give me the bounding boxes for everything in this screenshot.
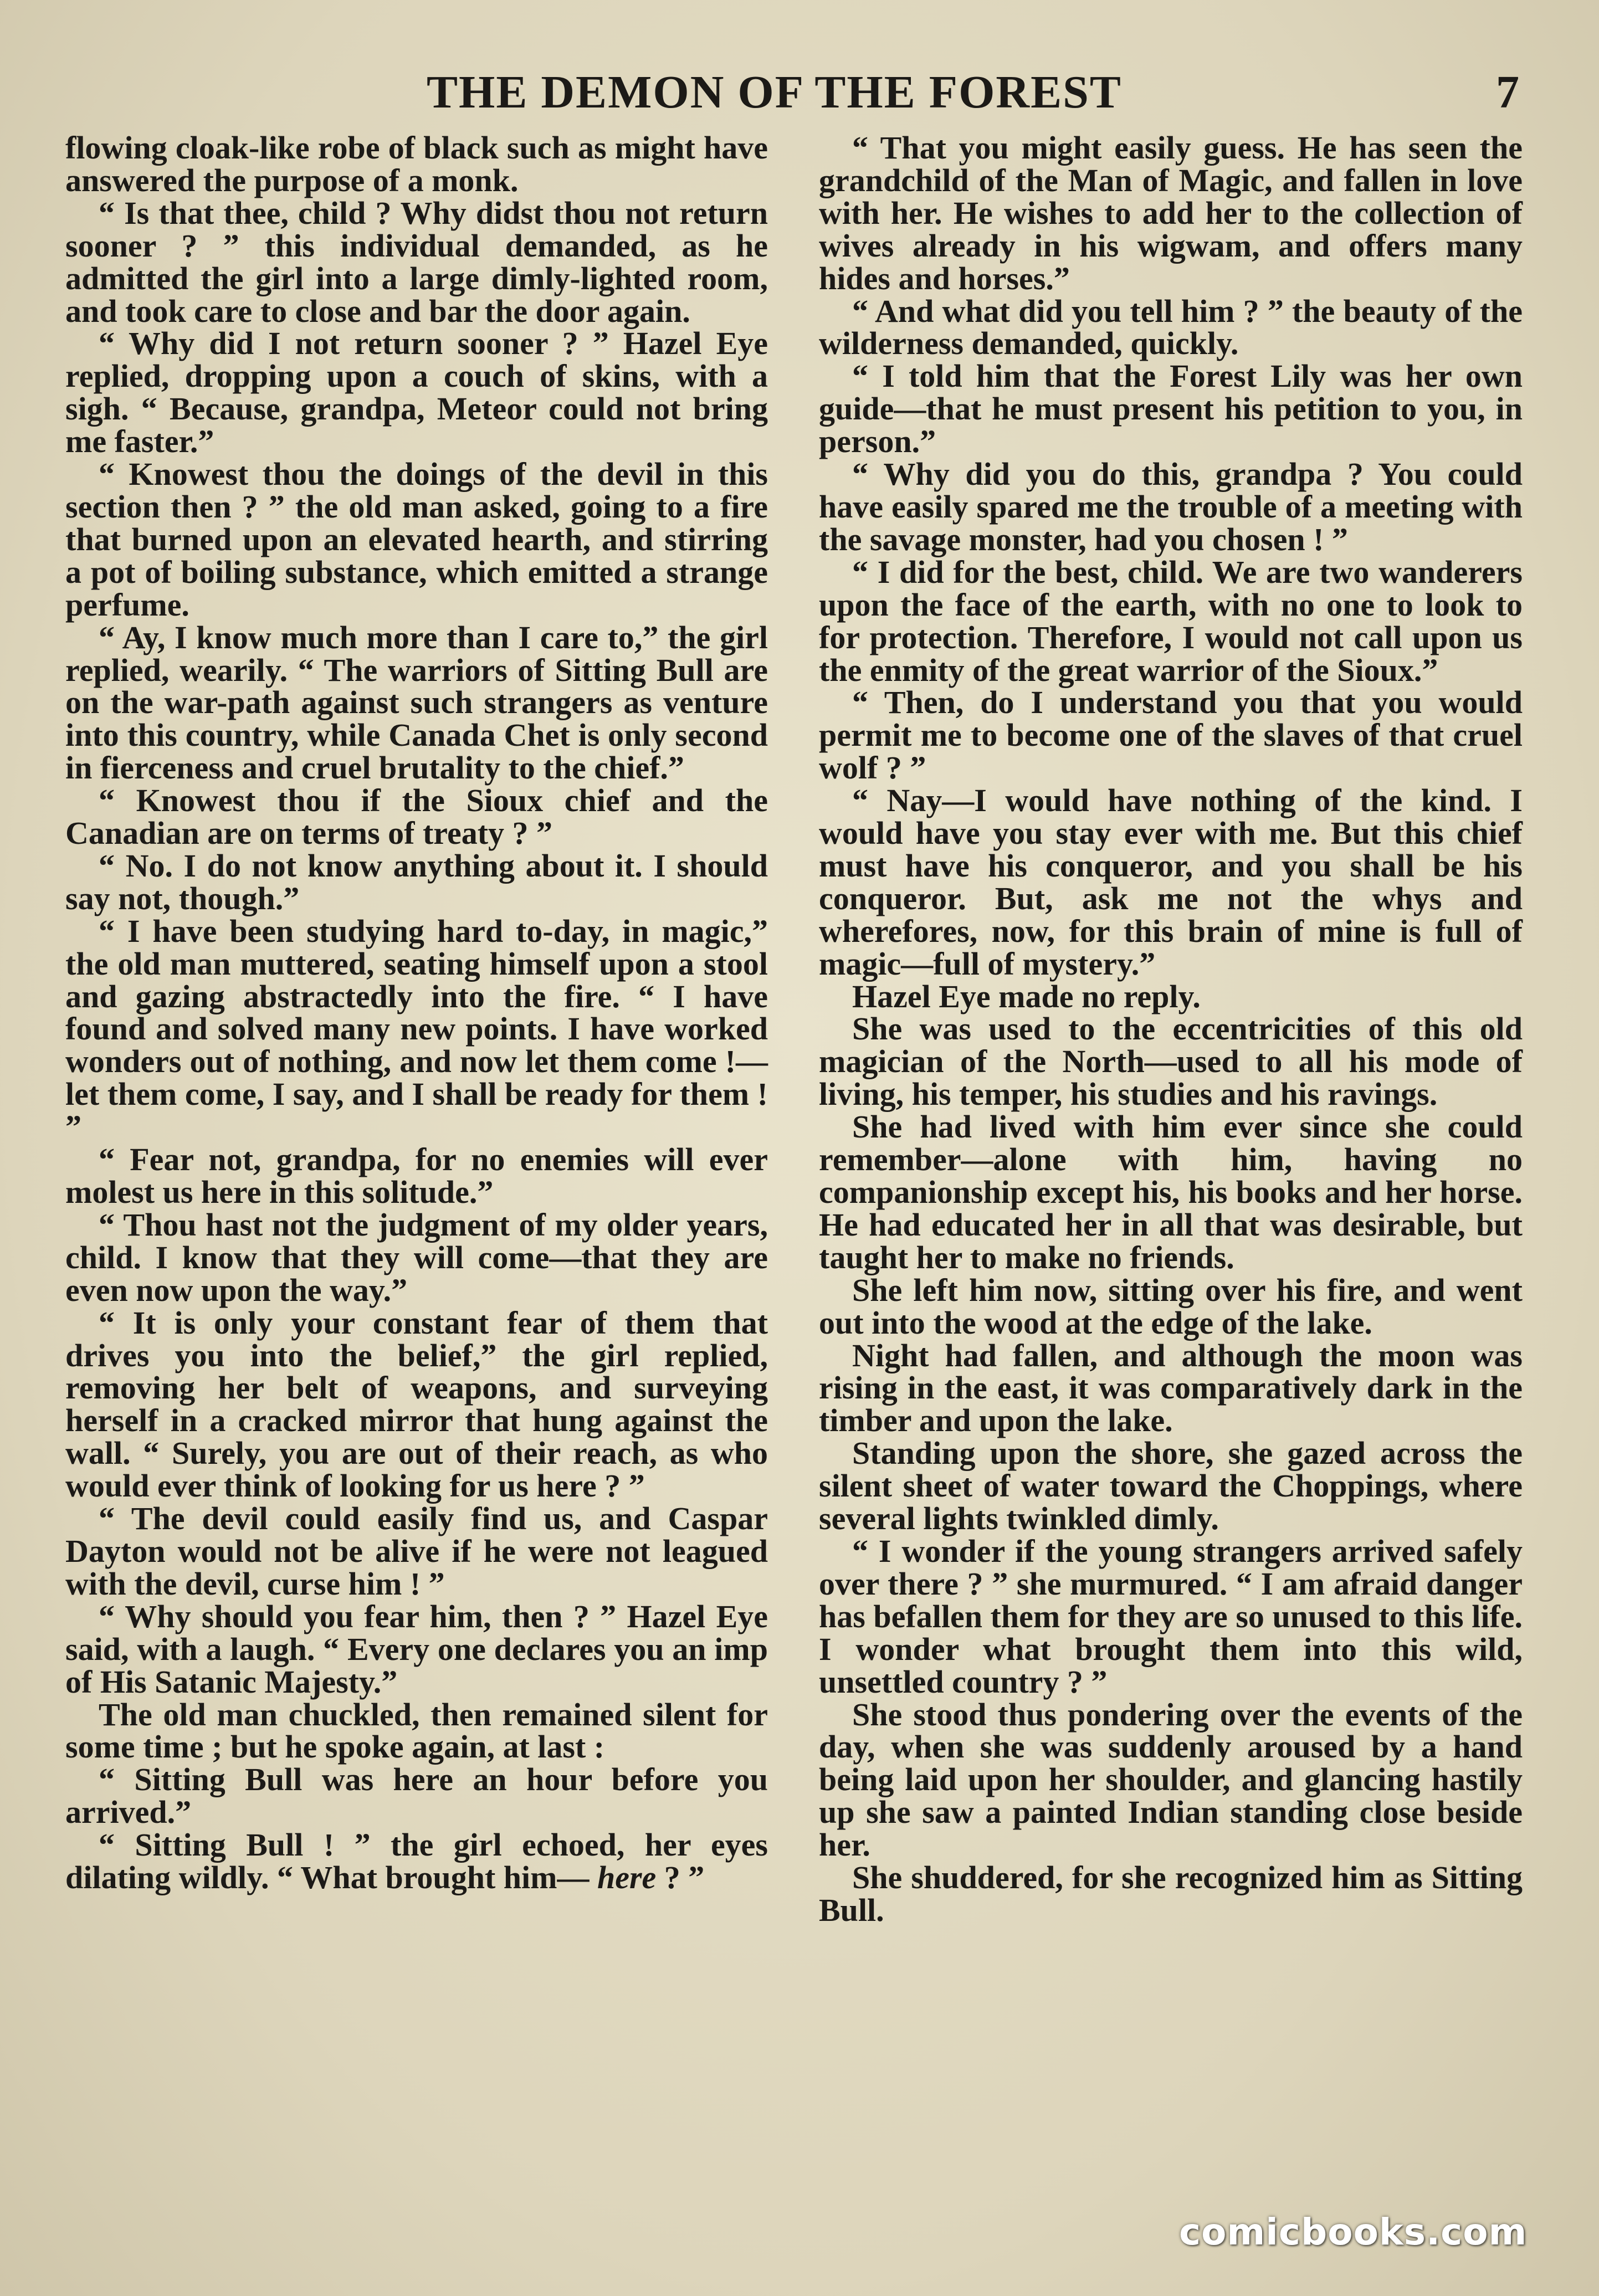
italic-word: here — [597, 1859, 657, 1896]
paragraph: “ That you might easily guess. He has seen the grandchild of the Man of Magic, and fallen in love with her. He wishes to add her to the collection of wives already in his wigwam, and offers many hides and horses.” — [819, 130, 1523, 296]
site-watermark: comicbooks.com — [1179, 2211, 1528, 2253]
paragraph: “ I wonder if the young strangers arrived safely over there ? ” she murmured. “ I am afraid danger has befallen them for they are so unused to this life. I wonder what brought them into this wild, unsettled country ? ” — [819, 1533, 1523, 1700]
paragraph: “ Then, do I understand you that you would permit me to become one of the slaves of that cruel wolf ? ” — [819, 684, 1523, 786]
paragraph: “ Why should you fear him, then ? ” Hazel Eye said, with a laugh. “ Every one declares you an imp of His Satanic Majesty.” — [65, 1598, 768, 1700]
paragraph: She had lived with him ever since she could remember—alone with him, having no companionship except his, his books and her horse. He had educated her in all that was desirable, but taught her to make no friends. — [819, 1109, 1523, 1275]
paragraph: She left him now, sitting over his fire, and went out into the wood at the edge of the lake. — [819, 1272, 1523, 1341]
paragraph: She was used to the eccentricities of this old magician of the North—used to all his mode of living, his temper, his studies and his ravings. — [819, 1011, 1523, 1113]
paragraph-tail: ? ” — [656, 1859, 705, 1896]
paragraph: “ I told him that the Forest Lily was her own guide—that he must present his petition to you, in person.” — [819, 358, 1523, 460]
paragraph: “ It is only your constant fear of them that drives you into the belief,” the girl replied, removing her belt of weapons, and surveying herself in a cracked mirror that hung against the wall. “ Surely, you are out of their reach, as who would ever think of looking for us here ? ” — [65, 1304, 768, 1504]
paragraph: “ Thou hast not the judgment of my older years, child. I know that they will come—that they are even now upon the way.” — [65, 1206, 768, 1308]
running-title: THE DEMON OF THE FOREST — [427, 66, 1122, 118]
paragraph: “ I have been studying hard to-day, in magic,” the old man muttered, seating himself upon a stool and gazing abstractedly into the fire. “ I have found and solved many new points. I have worked wonders out of nothing, and now let them come !—let them come, I say, and I shall be ready for them ! ” — [65, 913, 768, 1145]
paragraph: “ The devil could easily find us, and Caspar Dayton would not be alive if he were not leagued with the devil, curse him ! ” — [65, 1500, 768, 1602]
paragraph-last — [65, 1829, 768, 1894]
paragraph: “ No. I do not know anything about it. I should say not, though.” — [65, 847, 768, 916]
paragraph-text: “ Sitting Bull ! ” the girl echoed, her eyes dilating wildly. “ What brought him— — [65, 1827, 768, 1896]
paragraph: She shuddered, for she recognized him as Sitting Bull. — [819, 1859, 1523, 1928]
running-header — [0, 65, 1599, 126]
page-number: 7 — [1496, 66, 1519, 118]
paragraph: “ Nay—I would have nothing of the kind. I would have you stay ever with me. But this chief must have his conqueror, and you shall be his conqueror. But, ask me not the whys and wherefores, now, for this brain of mine is full of magic—full of mystery.” — [819, 782, 1523, 982]
paragraph: She stood thus pondering over the events of the day, when she was suddenly aroused by a hand being laid upon her shoulder, and glancing hastily up she saw a painted Indian standing close beside her. — [819, 1696, 1523, 1863]
paragraph: “ Knowest thou if the Sioux chief and the Canadian are on terms of treaty ? ” — [65, 782, 768, 852]
paragraph: “ And what did you tell him ? ” the beauty of the wilderness demanded, quickly. — [819, 293, 1523, 362]
paragraph: “ Why did I not return sooner ? ” Hazel Eye replied, dropping upon a couch of skins, with a sigh. “ Because, grandpa, Meteor could not bring me faster.” — [65, 325, 768, 460]
left-text-column — [65, 132, 768, 1894]
paragraph: “ Why did you do this, grandpa ? You could have easily spared me the trouble of a meeting with the savage monster, had you chosen ! ” — [819, 456, 1523, 557]
paragraph: Standing upon the shore, she gazed across the silent sheet of water toward the Choppings, where several lights twinkled dimly. — [819, 1435, 1523, 1537]
paragraph: “ Knowest thou the doings of the devil in this section then ? ” the old man asked, going to a fire that burned upon an elevated hearth, and stirring a pot of boiling substance, which emitted a strange perfume. — [65, 456, 768, 623]
paragraph: “ Sitting Bull was here an hour before you arrived.” — [65, 1761, 768, 1831]
paragraph: Night had fallen, and although the moon was rising in the east, it was comparatively dark in the timber and upon the lake. — [819, 1337, 1523, 1439]
paragraph: “ I did for the best, child. We are two wanderers upon the face of the earth, with no one to look to for protection. Therefore, I would not call upon us the enmity of the great warrior of the Sioux.” — [819, 554, 1523, 688]
paragraph: Hazel Eye made no reply. — [852, 978, 1201, 1014]
paragraph: “ Fear not, grandpa, for no enemies will ever molest us here in this solitude.” — [65, 1141, 768, 1210]
paragraph: “ Ay, I know much more than I care to,” the girl replied, wearily. “ The warriors of Sitting Bull are on the war-path against such strangers as venture into this country, while Canada Chet is only second in fierceness and cruel brutality to the chief.” — [65, 619, 768, 786]
right-text-column — [819, 132, 1523, 1927]
paragraph: The old man chuckled, then remained silent for some time ; but he spoke again, at last : — [65, 1696, 768, 1765]
paragraph: flowing cloak-like robe of black such as might have answered the purpose of a monk. — [65, 130, 768, 198]
paragraph: “ Is that thee, child ? Why didst thou not return sooner ? ” this individual demanded, as he admitted the girl into a large dimly-lighted room, and took care to close and bar the door again. — [65, 194, 768, 329]
